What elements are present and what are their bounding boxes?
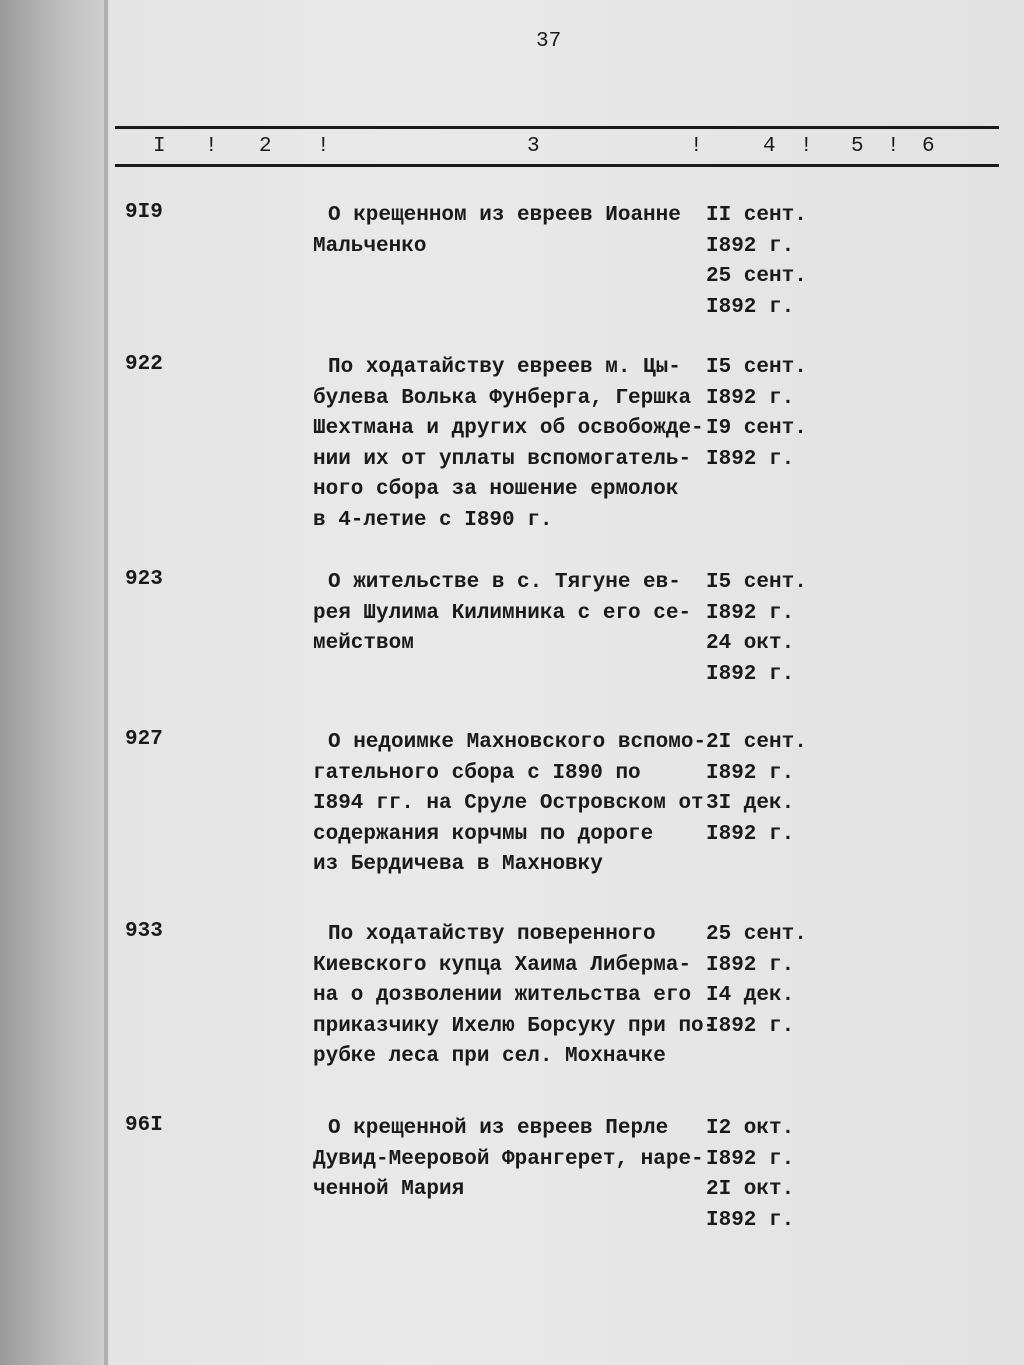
case-number: 927 (125, 728, 163, 751)
description-line: По ходатайству евреев м. Цы- (328, 356, 681, 379)
case-number: 96I (125, 1114, 163, 1137)
case-dates (706, 353, 807, 475)
case-number: 923 (125, 568, 163, 591)
description-line: Мальченко (313, 234, 427, 258)
date-line: II сент. (706, 204, 807, 227)
description-line: из Бердичева в Махновку (313, 853, 603, 876)
case-description (313, 920, 716, 1073)
case-description (313, 353, 704, 536)
description-line: булева Волька Фунберга, Гершка (313, 386, 692, 410)
description-line: в 4-летие с I890 г. (313, 508, 553, 532)
col-separator: ! (690, 135, 703, 158)
case-dates (706, 728, 807, 850)
date-line: I892 г. (706, 447, 795, 471)
date-line: I4 дек. (706, 984, 795, 1007)
date-line: I892 г. (706, 1147, 795, 1171)
col-separator: ! (205, 135, 218, 158)
header-top-rule (115, 126, 999, 129)
date-line: I892 г. (706, 386, 795, 410)
col-separator: ! (800, 135, 813, 158)
description-line: рубке леса при сел. Мохначке (313, 1045, 666, 1068)
date-line: I9 сент. (706, 417, 807, 440)
case-number: 922 (125, 353, 163, 376)
col-separator: ! (317, 135, 330, 158)
description-line: О недоимке Махновского вспомо- (328, 731, 707, 754)
page-number: 37 (536, 30, 562, 53)
case-description (313, 728, 706, 881)
date-line: I892 г. (706, 1014, 795, 1038)
description-line: I894 гг. на Сруле Островском от (313, 792, 704, 815)
description-line: на о дозволении жительства его (313, 984, 692, 1007)
date-line: I892 г. (706, 662, 795, 686)
col-1-header: I (153, 135, 166, 158)
description-line: ного сбора за ношение ермолок (313, 478, 679, 501)
date-line: I892 г. (706, 953, 795, 977)
case-dates (706, 201, 807, 323)
date-line: 3I дек. (706, 792, 795, 815)
case-description (313, 1114, 704, 1206)
description-line: Дувид-Мееровой Франгерет, наре- (313, 1147, 704, 1171)
col-separator: ! (887, 135, 900, 158)
col-6-header: 6 (922, 135, 935, 158)
col-4-header: 4 (763, 135, 776, 158)
date-line: I5 сент. (706, 356, 807, 379)
date-line: I2 окт. (706, 1117, 795, 1140)
description-line: О крещенной из евреев Перле (328, 1117, 669, 1140)
description-line: О жительстве в с. Тягуне ев- (328, 571, 681, 594)
date-line: 2I окт. (706, 1178, 795, 1201)
date-line: I892 г. (706, 234, 795, 258)
description-line: рея Шулима Килимника с его се- (313, 601, 692, 625)
description-line: содержания корчмы по дороге (313, 822, 654, 846)
date-line: 25 сент. (706, 265, 807, 288)
col-2-header: 2 (259, 135, 272, 158)
description-line: приказчику Ихелю Борсуку при по- (313, 1014, 717, 1038)
case-dates (706, 920, 807, 1042)
date-line: 25 сент. (706, 923, 807, 946)
date-line: I892 г. (706, 601, 795, 625)
date-line: I892 г. (706, 822, 795, 846)
description-line: Киевского купца Хаима Либерма- (313, 953, 692, 977)
page-edge (104, 0, 108, 1365)
case-dates (706, 1114, 794, 1236)
col-5-header: 5 (851, 135, 864, 158)
date-line: 2I сент. (706, 731, 807, 754)
case-number: 9I9 (125, 201, 163, 224)
case-dates (706, 568, 807, 690)
description-line: ченной Мария (313, 1178, 465, 1201)
description-line: гательного сбора с I890 по (313, 761, 641, 785)
date-line: I892 г. (706, 1208, 795, 1232)
description-line: О крещенном из евреев Иоанне (328, 204, 681, 227)
description-line: нии их от уплаты вспомогатель- (313, 447, 692, 471)
col-3-header: 3 (527, 135, 540, 158)
date-line: 24 окт. (706, 632, 795, 655)
description-line: По ходатайству поверенного (328, 923, 656, 946)
description-line: мейством (313, 632, 414, 655)
date-line: I5 сент. (706, 571, 807, 594)
case-description (313, 201, 681, 262)
header-bottom-rule (115, 164, 999, 167)
description-line: Шехтмана и других об освобожде- (313, 417, 704, 440)
date-line: I892 г. (706, 295, 795, 319)
date-line: I892 г. (706, 761, 795, 785)
case-number: 933 (125, 920, 163, 943)
case-description (313, 568, 691, 660)
